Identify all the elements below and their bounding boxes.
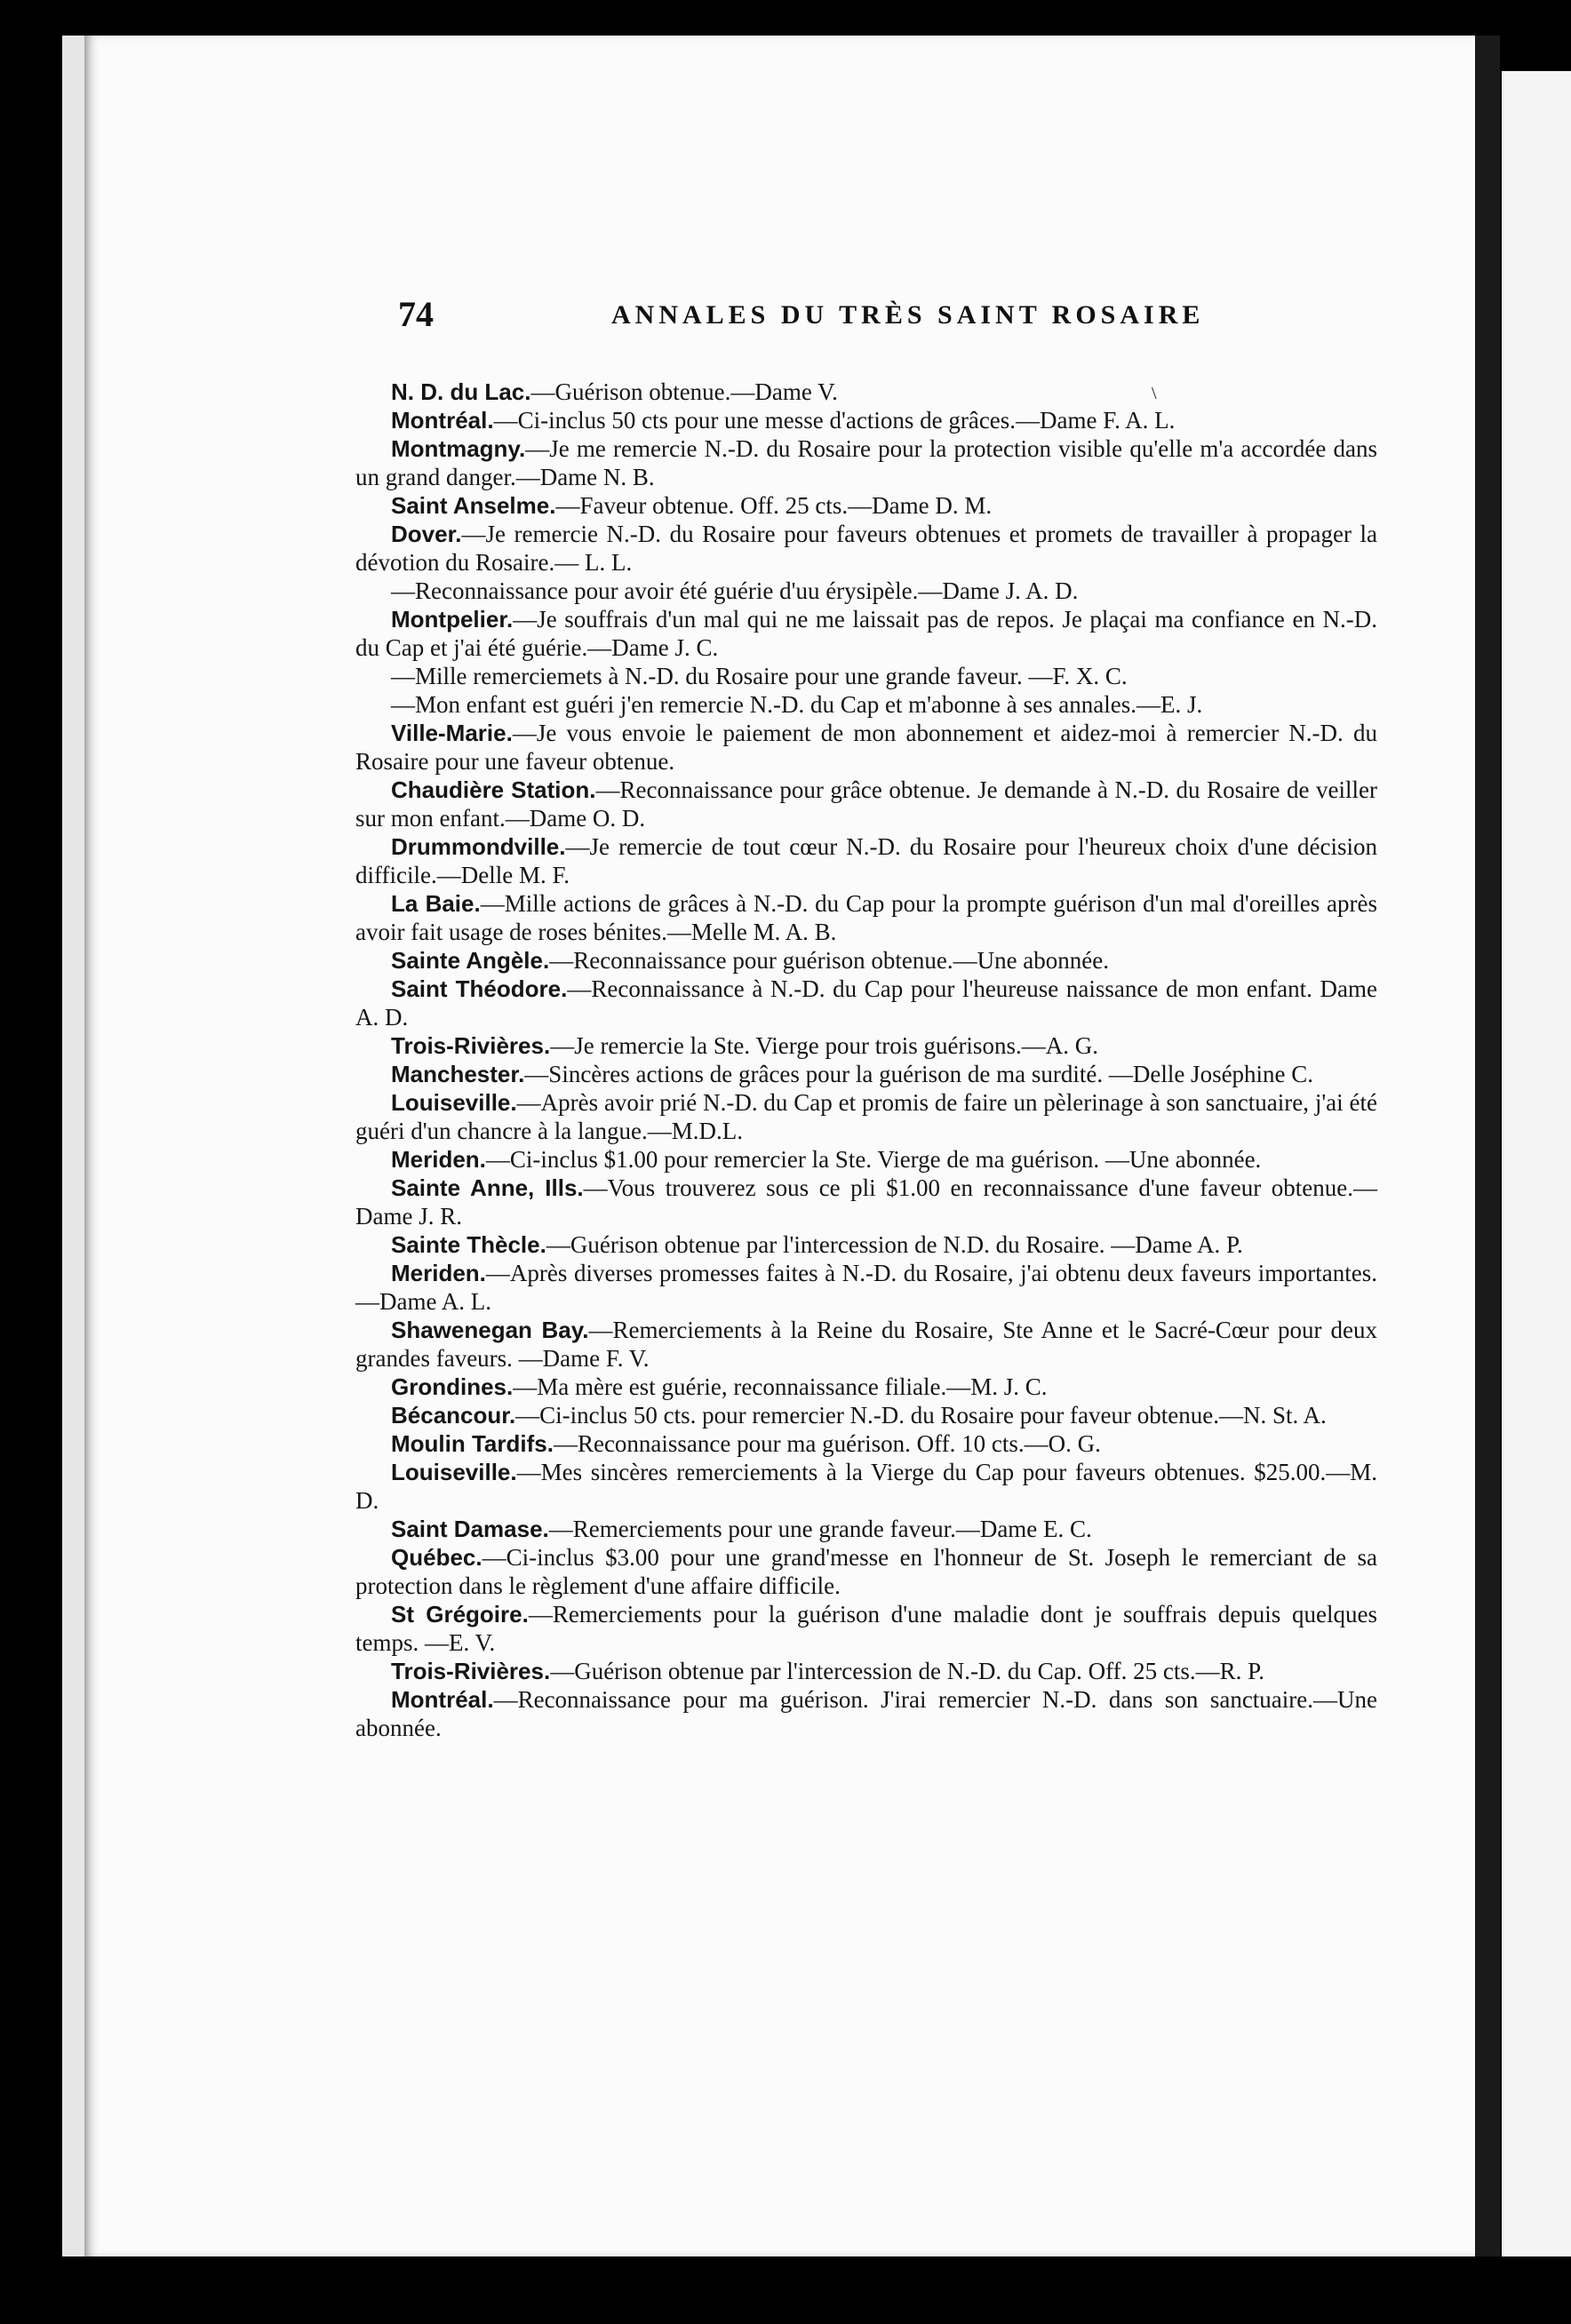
entry-place: Trois-Rivières. [391,1032,551,1059]
entry-text: —Après avoir prié N.-D. du Cap et promis de faire un pèlerinage à son sanctuaire, j'ai été guéri d'un chancre à la langue.—M.D.L. [355,1089,1377,1144]
entry-text: —Reconnaissance pour ma guérison. Off. 10 cts.—O. G. [553,1430,1101,1457]
entry-place: Saint Anselme. [391,492,556,519]
running-title: ANNALES DU TRÈS SAINT ROSAIRE [611,300,1205,330]
entry-text: —Mille remerciemets à N.-D. du Rosaire pour une grande faveur. —F. X. C. [391,663,1128,689]
entry-text: —Remerciements pour la guérison d'une maladie dont je souffrais depuis quelques temps. —E. V. [355,1601,1377,1656]
page-header [398,293,1384,346]
entry-paragraph [355,1458,1377,1515]
entry-paragraph [355,1259,1377,1316]
entry-place: Ville-Marie. [391,720,513,746]
entry-paragraph [355,946,1377,975]
entry-place: Grondines. [391,1373,514,1400]
entry-text: —Reconnaissance pour grâce obtenue. Je demande à N.-D. du Rosaire de veiller sur mon enfant.—Dame O. D. [355,776,1378,832]
entry-paragraph [355,1230,1377,1259]
entry-paragraph [355,520,1377,577]
entry-place: Dover. [391,521,462,547]
entry-text: —Je vous envoie le paiement de mon abonnement et aidez-moi à remercier N.-D. du Rosaire pour une faveur obtenue. [355,720,1377,775]
entry-text: —Je remercie la Ste. Vierge pour trois guérisons.—A. G. [550,1032,1098,1059]
entry-text: —Je me remercie N.-D. du Rosaire pour la protection visible qu'elle m'a accordée dans un grand danger.—Dame N. B. [355,435,1377,490]
entry-place: Drummondville. [391,833,566,860]
entry-paragraph [355,1145,1377,1174]
entry-place: Sainte Thècle. [391,1231,546,1258]
entry-place: Moulin Tardifs. [391,1430,554,1457]
entry-text: —Après diverses promesses faites à N.-D. du Rosaire, j'ai obtenu deux faveurs importantes.—Dame A. L. [355,1260,1377,1315]
entry-place: Saint Théodore. [391,975,568,1002]
entry-paragraph [355,975,1377,1031]
entry-text: —Ci-inclus 50 cts. pour remercier N.-D. du Rosaire pour faveur obtenue.—N. St. A. [515,1402,1327,1429]
entry-paragraph [355,889,1377,946]
entry-text: —Mon enfant est guéri j'en remercie N.-D. du Cap et m'abonne à ses annales.—E. J. [391,691,1203,718]
entry-place: Trois-Rivières. [391,1658,551,1684]
thanksgiving-entries [355,378,1377,1742]
entry-paragraph [355,832,1377,889]
entry-paragraph [355,491,1377,520]
entry-place: Québec. [391,1544,482,1571]
entry-place: Saint Damase. [391,1516,549,1542]
entry-paragraph [355,719,1377,776]
entry-place: Montmagny. [391,435,526,462]
entry-text: —Reconnaissance pour avoir été guérie d'uu érysipèle.—Dame J. A. D. [391,577,1079,604]
next-page-edge [1502,71,1571,2256]
entry-paragraph [355,605,1377,662]
page-number: 74 [398,294,434,334]
entry-text: —Ci-inclus $3.00 pour une grand'messe en l'honneur de St. Joseph le remerciant de sa protection dans le règlement d'une affaire difficile. [355,1544,1377,1599]
entry-text: —Remerciements pour une grande faveur.—Dame E. C. [548,1516,1092,1542]
entry-place: Louiseville. [391,1089,517,1116]
entry-place: Meriden. [391,1146,486,1173]
entry-text: —Sincères actions de grâces pour la guérison de ma surdité. —Delle Joséphine C. [524,1061,1314,1087]
entry-paragraph [355,577,1377,605]
stray-mark: \ [1152,384,1157,403]
entry-paragraph [355,1174,1377,1230]
entry-place: La Baie. [391,890,481,917]
entry-place: Bécancour. [391,1402,516,1429]
entry-text: —Mille actions de grâces à N.-D. du Cap pour la prompte guérison d'un mal d'oreilles après avoir fait usage de roses bénites.—Melle M. A. B. [355,890,1377,945]
entry-place: Manchester. [391,1061,525,1087]
entry-paragraph [355,1373,1377,1401]
entry-text: —Ma mère est guérie, reconnaissance filiale.—M. J. C. [513,1373,1048,1400]
entry-text: —Ci-inclus 50 cts pour une messe d'actions de grâces.—Dame F. A. L. [493,407,1176,434]
entry-text: —Ci-inclus $1.00 pour remercier la Ste. Vierge de ma guérison. —Une abonnée. [485,1146,1262,1173]
entry-place: Meriden. [391,1260,486,1286]
entry-paragraph [355,1316,1377,1373]
entry-place: Montréal. [391,1686,494,1713]
entry-paragraph [355,690,1377,719]
entry-place: St Grégoire. [391,1601,529,1628]
entry-text: —Guérison obtenue par l'intercession de N.-D. du Cap. Off. 25 cts.—R. P. [550,1658,1264,1684]
entry-paragraph [355,1515,1377,1543]
entry-place: Shawenegan Bay. [391,1317,589,1343]
entry-paragraph [355,1429,1377,1458]
entry-text: —Je remercie N.-D. du Rosaire pour faveurs obtenues et promets de travailler à propager la dévotion du Rosaire.— L. L. [355,521,1377,576]
entry-paragraph [355,662,1377,690]
entry-place: Chaudière Station. [391,776,596,803]
entry-text: —Guérison obtenue par l'intercession de N.D. du Rosaire. —Dame A. P. [546,1231,1243,1258]
entry-paragraph [355,1031,1377,1060]
entry-text: —Vous trouverez sous ce pli $1.00 en reconnaissance d'une faveur obtenue.—Dame J. R. [355,1174,1377,1230]
entry-text: —Remerciements à la Reine du Rosaire, Ste Anne et le Sacré-Cœur pour deux grandes faveurs. —Dame F. V. [355,1317,1377,1372]
entry-text: —Mes sincères remerciements à la Vierge du Cap pour faveurs obtenues. $25.00.—M. D. [355,1459,1377,1514]
entry-paragraph [355,1088,1377,1145]
entry-paragraph [355,378,1377,406]
entry-place: Sainte Anne, Ills. [391,1174,584,1201]
entry-paragraph [355,406,1377,434]
entry-paragraph [355,1657,1377,1685]
entry-paragraph [355,1401,1377,1429]
entry-text: —Reconnaissance à N.-D. du Cap pour l'heureuse naissance de mon enfant. Dame A. D. [355,975,1377,1031]
entry-text: —Reconnaissance pour ma guérison. J'irai remercier N.-D. dans son sanctuaire.—Une abonnée. [355,1686,1377,1741]
entry-paragraph [355,1685,1377,1742]
entry-text: —Faveur obtenue. Off. 25 cts.—Dame D. M. [555,492,993,519]
entry-place: Sainte Angèle. [391,947,550,974]
entry-text: —Guérison obtenue.—Dame V. [530,378,838,405]
entry-text: —Reconnaissance pour guérison obtenue.—Une abonnée. [549,947,1110,974]
entry-place: N. D. du Lac. [391,378,531,405]
entry-paragraph [355,1060,1377,1088]
entry-place: Montréal. [391,407,494,434]
entry-paragraph [355,1543,1377,1600]
entry-place: Louiseville. [391,1459,517,1485]
entry-paragraph [355,434,1377,491]
entry-paragraph [355,776,1377,832]
entry-text: —Je remercie de tout cœur N.-D. du Rosaire pour l'heureux choix d'une décision difficile.—Delle M. F. [355,833,1377,888]
entry-place: Montpelier. [391,606,514,633]
page-gutter-shadow [1475,36,1500,2256]
entry-text: —Je souffrais d'un mal qui ne me laissait pas de repos. Je plaçai ma confiance en N.-D. du Cap et j'ai été guérie.—Dame J. C. [355,606,1377,661]
entry-paragraph [355,1600,1377,1657]
